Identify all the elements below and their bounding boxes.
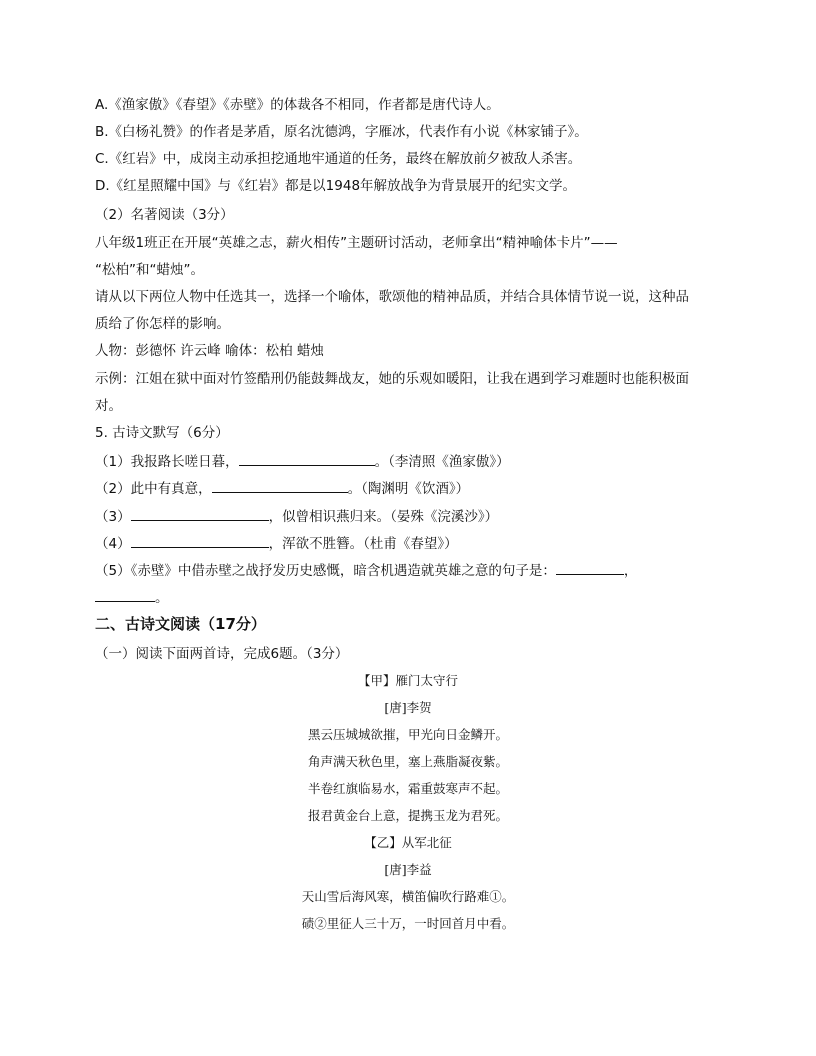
dictation-q5-period: 。 [155, 590, 169, 606]
poem-b-title: 【乙】从军北征 [364, 835, 452, 850]
poem-b-line: 天山雪后海风寒，横笛偏吹行路难①。 [301, 889, 515, 904]
reading-people: 人物：彭德怀 许云峰 喻体：松柏 蜡烛 [95, 343, 324, 359]
section-two-subtitle: （一）阅读下面两首诗，完成6题。（3分） [95, 646, 349, 662]
dictation-q4 [95, 533, 458, 553]
reading-heading: （2）名著阅读（3分） [95, 207, 234, 223]
dictation-q1-source: 。（李清照《渔家傲》） [374, 454, 510, 470]
poem-a-line: 半卷红旗临易水，霜重鼓寒声不起。 [307, 781, 508, 796]
reading-intro-line-1: 八年级1班正在开展“英雄之志，薪火相传”主题研讨活动，老师拿出“精神喻体卡片”—— [95, 235, 618, 251]
dictation-q2-source: 。（陶渊明《饮酒》） [347, 481, 470, 497]
dictation-q2 [95, 478, 469, 498]
poem-b-author: [唐]李益 [384, 862, 432, 877]
poem-a-line: 角声满天秋色里，塞上燕脂凝夜紫。 [307, 754, 508, 769]
reading-example-line-1: 示例：江姐在狱中面对竹签酷刑仍能鼓舞战友，她的乐观如暖阳，让我在遇到学习难题时也能积极面 [95, 371, 689, 387]
section-two-title: 二、古诗文阅读（17分） [95, 615, 266, 633]
dictation-q5 [95, 560, 637, 580]
poem-b-line: 碛②里征人三十万，一时回首月中看。 [301, 916, 515, 931]
poem-a-author: [唐]李贺 [384, 700, 432, 715]
dictation-q1-prompt: （1）我报路长嗟日暮， [95, 454, 239, 470]
dictation-q3-source: ，似曾相识燕归来。（晏殊《浣溪沙》） [268, 509, 499, 525]
answer-blank[interactable] [95, 587, 155, 602]
reading-task-line-2: 质给了你怎样的影响。 [95, 316, 230, 332]
dictation-q4-source: ，浑欲不胜簪。（杜甫《春望》） [268, 536, 458, 552]
dictation-heading: 5. 古诗文默写（6分） [95, 425, 229, 441]
answer-blank[interactable] [239, 451, 375, 466]
dictation-q5-comma: ， [623, 563, 638, 579]
answer-blank[interactable] [556, 560, 624, 575]
poem-a-title: 【甲】雁门太守行 [357, 673, 458, 688]
answer-blank[interactable] [212, 478, 348, 493]
answer-blank[interactable] [131, 506, 269, 521]
dictation-q5-continued [95, 587, 169, 607]
option-d: D.《红星照耀中国》与《红岩》都是以1948年解放战争为背景展开的纪实文学。 [95, 178, 577, 194]
option-a: A.《渔家傲》《春望》《赤壁》的体裁各不相同，作者都是唐代诗人。 [95, 97, 500, 113]
reading-intro-line-2: “松柏”和“蜡烛”。 [95, 262, 204, 278]
reading-task-line-1: 请从以下两位人物中任选其一，选择一个喻体，歌颂他的精神品质，并结合具体情节说一说，这种品 [95, 289, 689, 305]
dictation-q3-number: （3） [95, 509, 131, 525]
poem-a-line: 黑云压城城欲摧，甲光向日金鳞开。 [307, 727, 508, 742]
answer-blank[interactable] [131, 533, 269, 548]
option-c: C.《红岩》中，成岗主动承担挖通地牢通道的任务，最终在解放前夕被敌人杀害。 [95, 151, 582, 167]
dictation-q1 [95, 451, 510, 471]
poem-a-line: 报君黄金台上意，提携玉龙为君死。 [307, 808, 508, 823]
option-b: B.《白杨礼赞》的作者是茅盾，原名沈德鸿，字雁冰，代表作有小说《林家铺子》。 [95, 124, 588, 140]
dictation-q4-number: （4） [95, 536, 131, 552]
dictation-q3 [95, 506, 498, 526]
reading-example-line-2: 对。 [95, 398, 122, 414]
dictation-q2-prompt: （2）此中有真意， [95, 481, 212, 497]
dictation-q5-prompt: （5）《赤壁》中借赤壁之战抒发历史感慨，暗含机遇造就英雄之意的句子是： [95, 563, 556, 579]
